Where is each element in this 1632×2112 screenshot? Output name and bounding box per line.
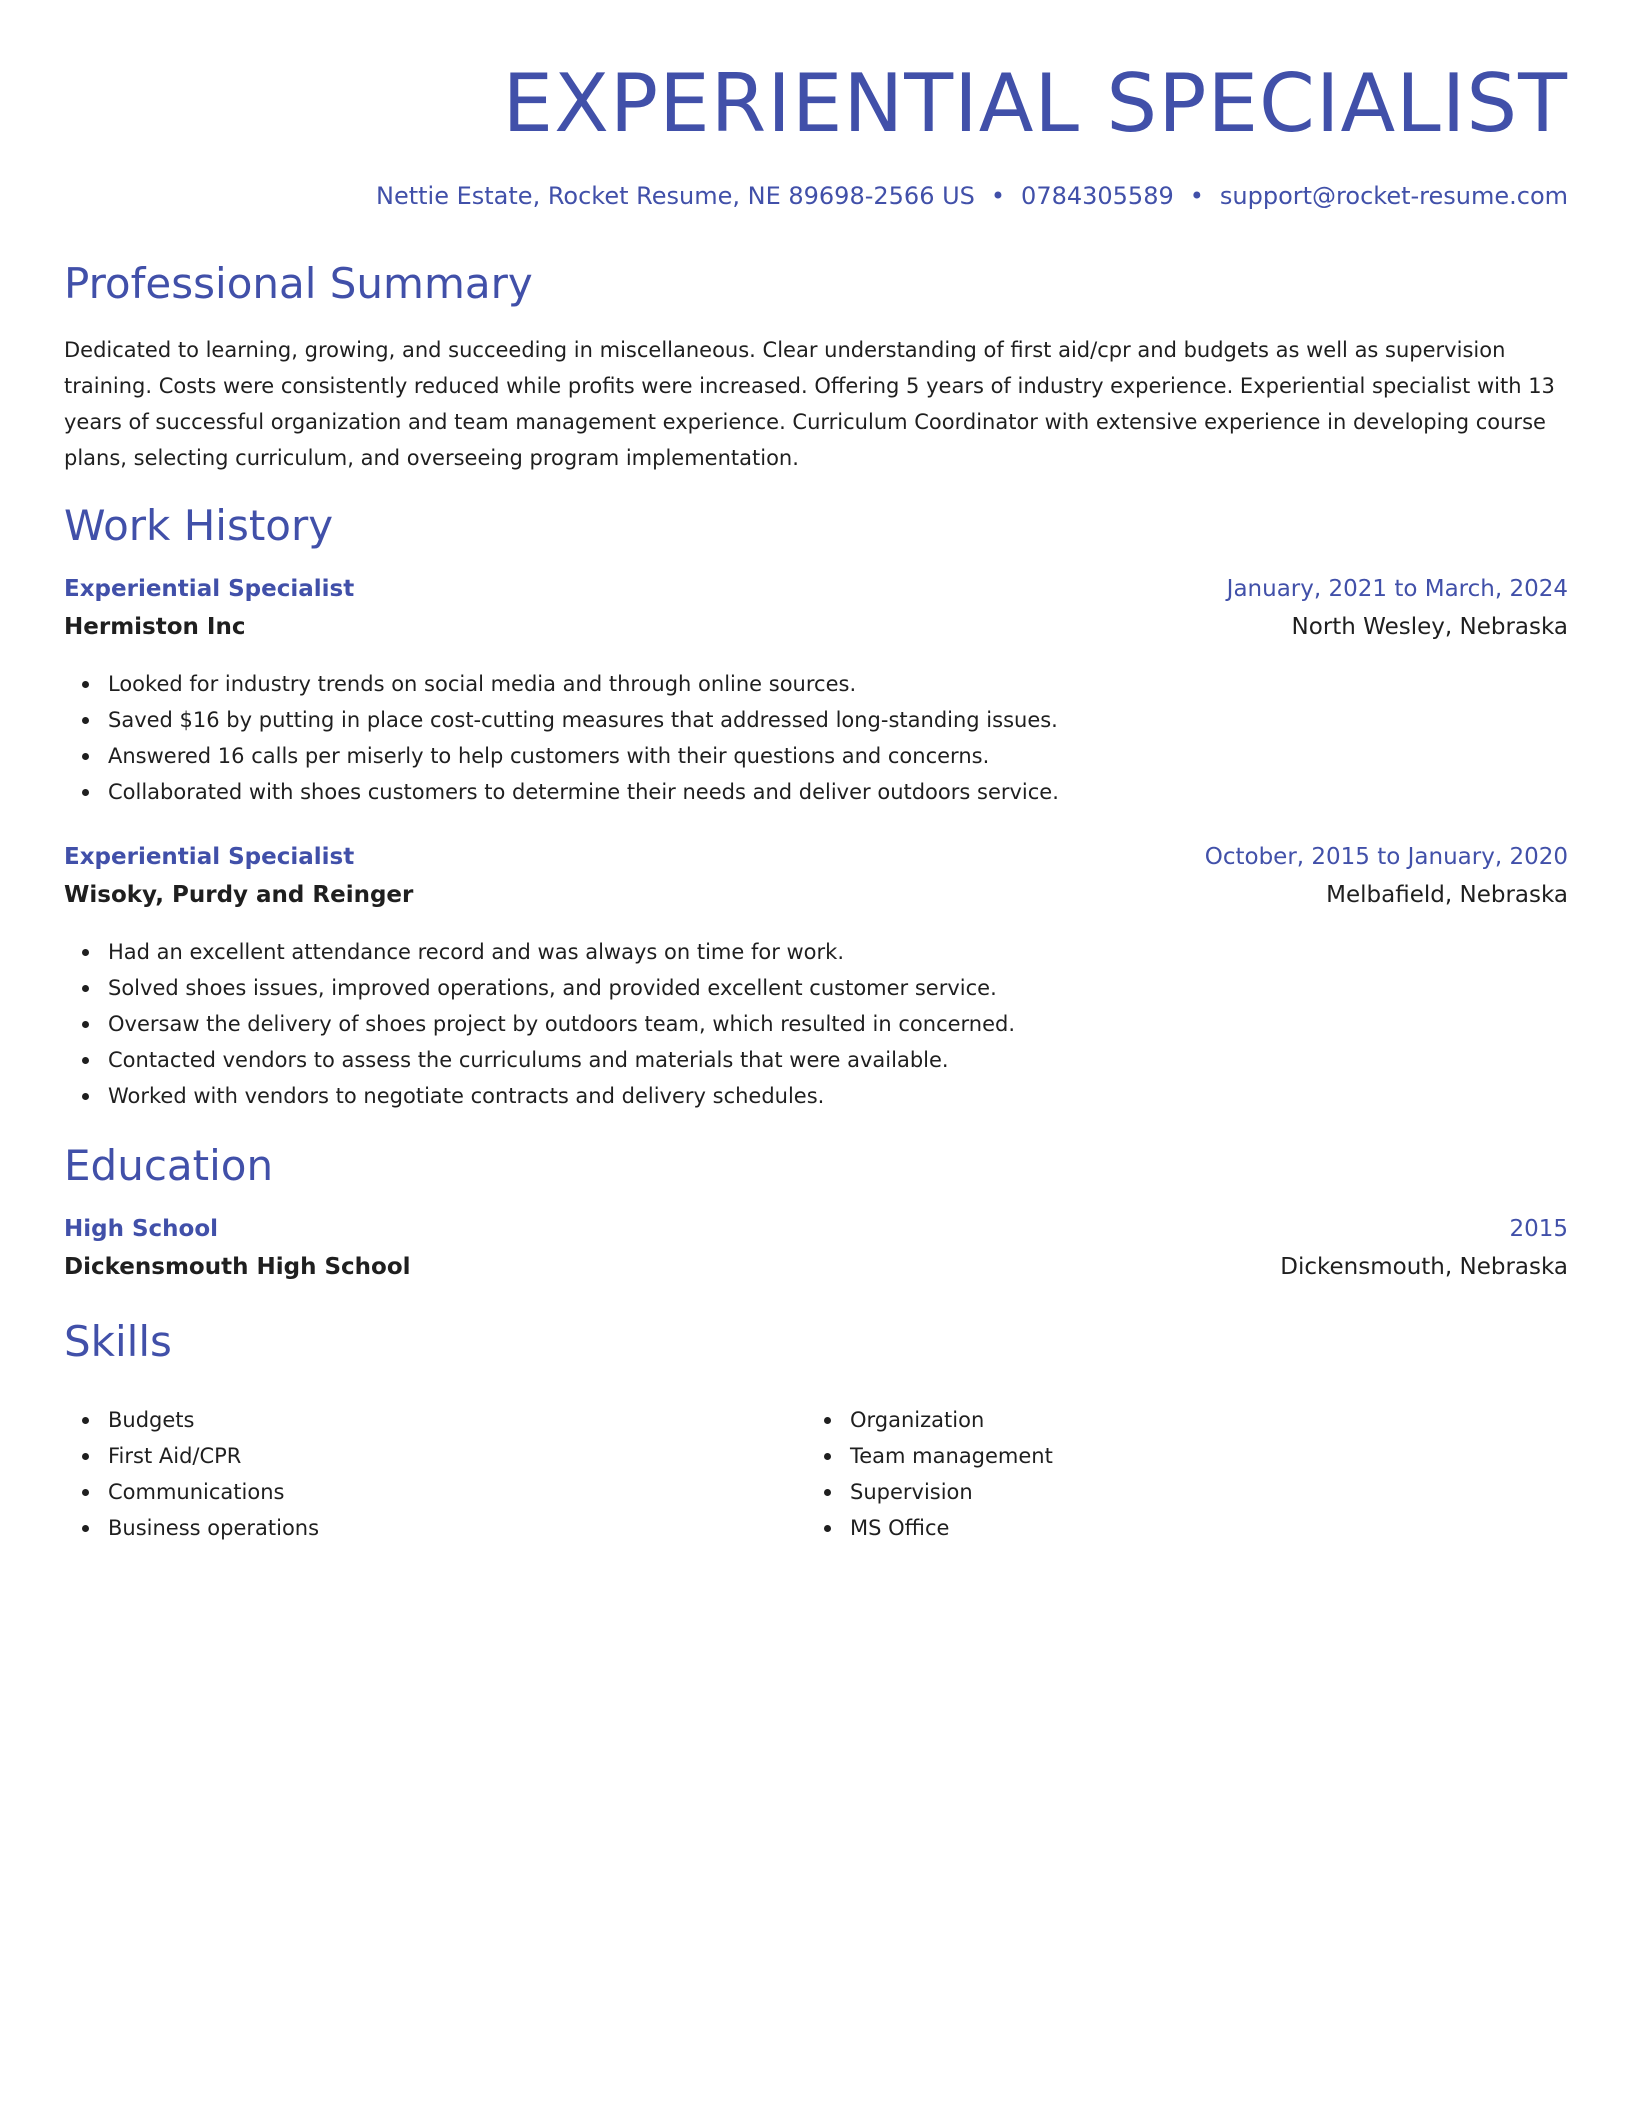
contact-separator: • bbox=[1189, 182, 1204, 210]
list-item: Organization bbox=[850, 1402, 1053, 1438]
work-history-heading: Work History bbox=[64, 501, 334, 550]
list-item: Budgets bbox=[108, 1402, 319, 1438]
job-2-bullets bbox=[64, 934, 1015, 1114]
list-item: Worked with vendors to negotiate contracts and delivery schedules. bbox=[108, 1078, 1015, 1114]
list-item: Had an excellent attendance record and was always on time for work. bbox=[108, 934, 1015, 970]
summary-heading: Professional Summary bbox=[64, 259, 533, 308]
list-item: Business operations bbox=[108, 1510, 319, 1546]
job-dates: January, 2021 to March, 2024 bbox=[1226, 576, 1568, 602]
job-role: Experiential Specialist bbox=[64, 576, 355, 602]
education-heading: Education bbox=[64, 1141, 274, 1190]
list-item: Solved shoes issues, improved operations, and provided excellent customer service. bbox=[108, 970, 1015, 1006]
education-location: Dickensmouth, Nebraska bbox=[1280, 1254, 1568, 1280]
skills-list-left bbox=[64, 1402, 319, 1546]
contact-email[interactable]: support@rocket-resume.com bbox=[1219, 182, 1568, 210]
job-location: North Wesley, Nebraska bbox=[1291, 614, 1568, 640]
list-item: Contacted vendors to assess the curriculums and materials that were available. bbox=[108, 1042, 1015, 1078]
education-header bbox=[64, 1216, 1568, 1242]
list-item: Looked for industry trends on social media and through online sources. bbox=[108, 666, 1059, 702]
contact-separator: • bbox=[990, 182, 1006, 210]
job-2-header bbox=[64, 844, 1568, 870]
summary-text: Dedicated to learning, growing, and succeeding in miscellaneous. Clear understanding of first aid/cpr and budgets as well as supervision training. Costs were consistently reduced while profits were increased. Offering 5 years of industry experience. Experiential specialist with 13 years of successful organization and team management experience. Curriculum Coordinator with extensive experience in developing course plans, selecting curriculum, and overseeing program implementation. bbox=[64, 338, 1555, 470]
contact-line bbox=[376, 180, 1568, 212]
job-1-bullets bbox=[64, 666, 1059, 810]
job-title: EXPERIENTIAL SPECIALIST bbox=[502, 57, 1568, 150]
list-item: Saved $16 by putting in place cost-cutting measures that addressed long-standing issues. bbox=[108, 702, 1059, 738]
skills-list-right bbox=[806, 1402, 1053, 1546]
education-year: 2015 bbox=[1509, 1216, 1568, 1242]
list-item: First Aid/CPR bbox=[108, 1438, 319, 1474]
education-subheader bbox=[64, 1254, 1568, 1280]
education-degree: High School bbox=[64, 1216, 219, 1242]
skills-heading: Skills bbox=[64, 1317, 172, 1366]
job-location: Melbafield, Nebraska bbox=[1326, 882, 1568, 908]
job-company: Wisoky, Purdy and Reinger bbox=[64, 882, 414, 908]
contact-address: Nettie Estate, Rocket Resume, NE 89698-2566 US bbox=[376, 182, 975, 210]
list-item: MS Office bbox=[850, 1510, 1053, 1546]
list-item: Communications bbox=[108, 1474, 319, 1510]
list-item: Team management bbox=[850, 1438, 1053, 1474]
job-1-subheader bbox=[64, 614, 1568, 640]
list-item: Oversaw the delivery of shoes project by outdoors team, which resulted in concerned. bbox=[108, 1006, 1015, 1042]
job-2-subheader bbox=[64, 882, 1568, 908]
job-company: Hermiston Inc bbox=[64, 614, 246, 640]
job-role: Experiential Specialist bbox=[64, 844, 355, 870]
list-item: Supervision bbox=[850, 1474, 1053, 1510]
job-1-header bbox=[64, 576, 1568, 602]
list-item: Answered 16 calls per miserly to help customers with their questions and concerns. bbox=[108, 738, 1059, 774]
education-school: Dickensmouth High School bbox=[64, 1254, 411, 1280]
contact-phone: 0784305589 bbox=[1021, 182, 1174, 210]
list-item: Collaborated with shoes customers to determine their needs and deliver outdoors service. bbox=[108, 774, 1059, 810]
job-dates: October, 2015 to January, 2020 bbox=[1204, 844, 1568, 870]
